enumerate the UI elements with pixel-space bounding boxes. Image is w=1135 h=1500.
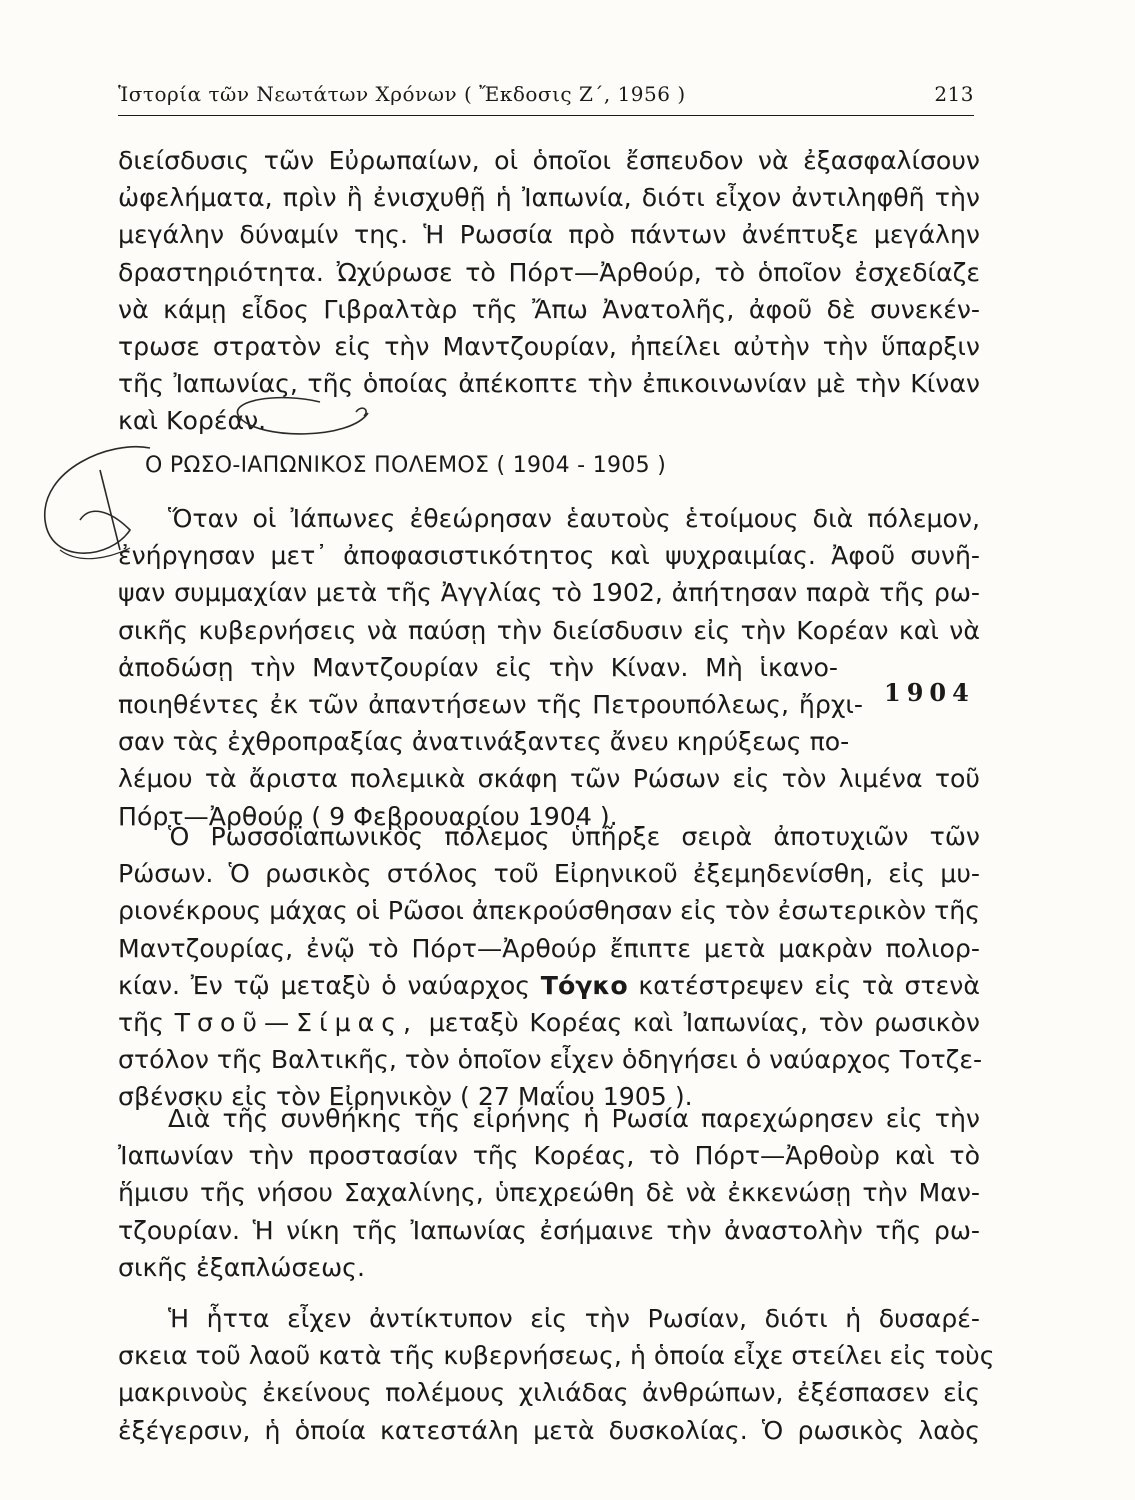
margin-year-note: 1904 — [884, 678, 975, 707]
text-line: Ἡ ἧττα εἶχεν ἀντίκτυπον εἰς τὴν Ρωσίαν, διότι ἡ δυσαρέ- — [168, 1304, 980, 1333]
text-line: Μαντζουρίας, ἐνῷ τὸ Πόρτ—Ἀρθούρ ἔπιπτε μετὰ μακρὰν πολιορ- — [118, 933, 980, 963]
text-line: Ρώσων. Ὁ ρωσικὸς στόλος τοῦ Εἰρηνικοῦ ἐξεμηδενίσθη, εἰς μυ- — [118, 859, 980, 889]
text-line: Πόρτ—Ἀρθούρ ( 9 Φεβρουαρίου 1904 ). — [118, 801, 618, 831]
header-rule — [118, 115, 974, 116]
text-run: τῆς — [118, 1007, 164, 1037]
pencil-stroke — [100, 470, 120, 550]
text-line: καὶ Κορέαν. — [118, 406, 267, 436]
text-line: νὰ κάμῃ εἶδος Γιβραλτὰρ τῆς Ἄπω Ἀνατολῆς, ἀφοῦ δὲ συνεκέν- — [118, 294, 980, 324]
paragraph-1 — [118, 142, 980, 440]
text-line: σικῆς κυβερνήσεις νὰ παύσῃ τὴν διείσδυσιν εἰς τὴν Κορέαν καὶ νὰ — [118, 615, 980, 645]
text-run: μεταξὺ Κορέας καὶ Ἰαπωνίας, τὸν ρωσικὸν — [428, 1007, 980, 1037]
text-line: ποιηθέντες ἐκ τῶν ἀπαντήσεων τῆς Πετρουπόλεως, ἤρχι- — [118, 689, 863, 719]
text-line: τῆς Ἰαπωνίας, τῆς ὁποίας ἀπέκοπτε τὴν ἐπικοινωνίαν μὲ τὴν Κίναν — [118, 369, 980, 399]
text-line: ριονέκρους μάχας οἱ Ρῶσοι ἀπεκρούσθησαν εἰς τὸν ἐσωτερικὸν τῆς — [118, 896, 980, 926]
running-header — [118, 82, 974, 118]
running-title: Ἱστορία τῶν Νεωτάτων Χρόνων ( Ἔκδοσις Ζ΄, 1956 ) — [118, 82, 686, 106]
paragraph-4 — [118, 1100, 980, 1286]
place-name-tsushima: Τσοῦ—Σίμας, — [174, 1007, 418, 1037]
page-number: 213 — [934, 82, 974, 106]
text-line: ὠφελήματα, πρὶν ἢ ἐνισχυθῇ ἡ Ἰαπωνία, διότι εἶχον ἀντιληφθῆ τὴν — [118, 183, 980, 213]
text-line: μακρινοὺς ἐκείνους πολέμους χιλιάδας ἀνθρώπων, ἐξέσπασεν εἰς — [118, 1378, 980, 1408]
text-line: ἐνήργησαν μετ᾽ ἀποφασιστικότητος καὶ ψυχραιμίας. Ἀφοῦ συνῆ- — [118, 541, 980, 571]
text-line: τρωσε στρατὸν εἰς τὴν Μαντζουρίαν, ἠπείλει αὐτὴν τὴν ὕπαρξιν — [118, 331, 980, 361]
text-run: κατέστρεψεν εἰς τὰ στενὰ — [638, 970, 980, 1000]
text-line: μεγάλην δύναμίν της. Ἡ Ρωσσία πρὸ πάντων ἀνέπτυξε μεγάλην — [118, 220, 980, 250]
text-line: Ἰαπωνίαν τὴν προστασίαν τῆς Κορέας, τὸ Πόρτ—Ἀρθοὺρ καὶ τὸ — [118, 1141, 980, 1171]
section-heading: Ο ΡΩΣΟ-ΙΑΠΩΝΙΚΟΣ ΠΟΛΕΜΟΣ ( 1904 - 1905 ) — [145, 453, 667, 478]
text-line: λέμου τὰ ἄριστα πολεμικὰ σκάφη τῶν Ρώσων εἰς τὸν λιμένα τοῦ — [118, 764, 980, 794]
text-line: δραστηριότητα. Ὠχύρωσε τὸ Πόρτ—Ἀρθούρ, τὸ ὁποῖον ἐσχεδίαζε — [118, 257, 980, 287]
text-line: Ὁ Ρωσσοϊαπωνικὸς πόλεμος ὑπῆρξε σειρὰ ἀποτυχιῶν τῶν — [168, 822, 980, 851]
text-line: Διὰ τῆς συνθήκης τῆς εἰρήνης ἡ Ρωσία παρεχώρησεν εἰς τὴν — [168, 1104, 980, 1133]
text-line: σαν τὰς ἐχθροπραξίας ἀνατινάξαντες ἄνευ κηρύξεως πο- — [118, 727, 850, 757]
text-line: στόλον τῆς Βαλτικῆς, τὸν ὁποῖον εἶχεν ὁδηγήσει ὁ ναύαρχος Τοτζε- — [118, 1045, 983, 1075]
text-line: σικῆς ἐξαπλώσεως. — [118, 1252, 365, 1282]
text-line: τζουρίαν. Ἡ νίκη τῆς Ἰαπωνίας ἐσήμαινε τὴν ἀναστολὴν τῆς ρω- — [118, 1215, 980, 1245]
text-line: σκεια τοῦ λαοῦ κατὰ τῆς κυβερνήσεως, ἡ ὁποία εἶχε στείλει εἰς τοὺς — [118, 1341, 995, 1371]
text-line — [118, 967, 980, 1004]
text-line: ἥμισυ τῆς νήσου Σαχαλίνης, ὑπεχρεώθη δὲ νὰ ἐκκενώσῃ τὴν Μαν- — [118, 1178, 980, 1208]
paragraph-3 — [118, 818, 983, 1116]
text-line: ψαν συμμαχίαν μετὰ τῆς Ἀγγλίας τὸ 1902, ἀπήτησαν παρὰ τῆς ρω- — [118, 578, 980, 608]
admiral-name-togo: Τόγκο — [540, 970, 628, 1000]
paragraph-5 — [118, 1300, 995, 1449]
text-line: Ὅταν οἱ Ἰάπωνες ἐθεώρησαν ἑαυτοὺς ἑτοίμους διὰ πόλεμον, — [168, 504, 980, 533]
text-line: ἀποδώσῃ τὴν Μαντζουρίαν εἰς τὴν Κίναν. Μὴ ἱκανο- — [118, 652, 838, 682]
text-line: σβένσκυ εἰς τὸν Εἰρηνικὸν ( 27 Μαΐου 1905 ). — [118, 1082, 693, 1112]
text-line — [118, 1004, 980, 1041]
text-line: ἐξέγερσιν, ἡ ὁποία κατεστάλη μετὰ δυσκολίας. Ὁ ρωσικὸς λαὸς — [118, 1415, 980, 1445]
text-run: κίαν. Ἐν τῷ μεταξὺ ὁ ναύαρχος — [118, 970, 531, 1000]
paragraph-2 — [118, 500, 980, 835]
text-line: διείσδυσις τῶν Εὐρωπαίων, οἱ ὁποῖοι ἔσπευδον νὰ ἐξασφαλίσουν — [118, 146, 980, 175]
